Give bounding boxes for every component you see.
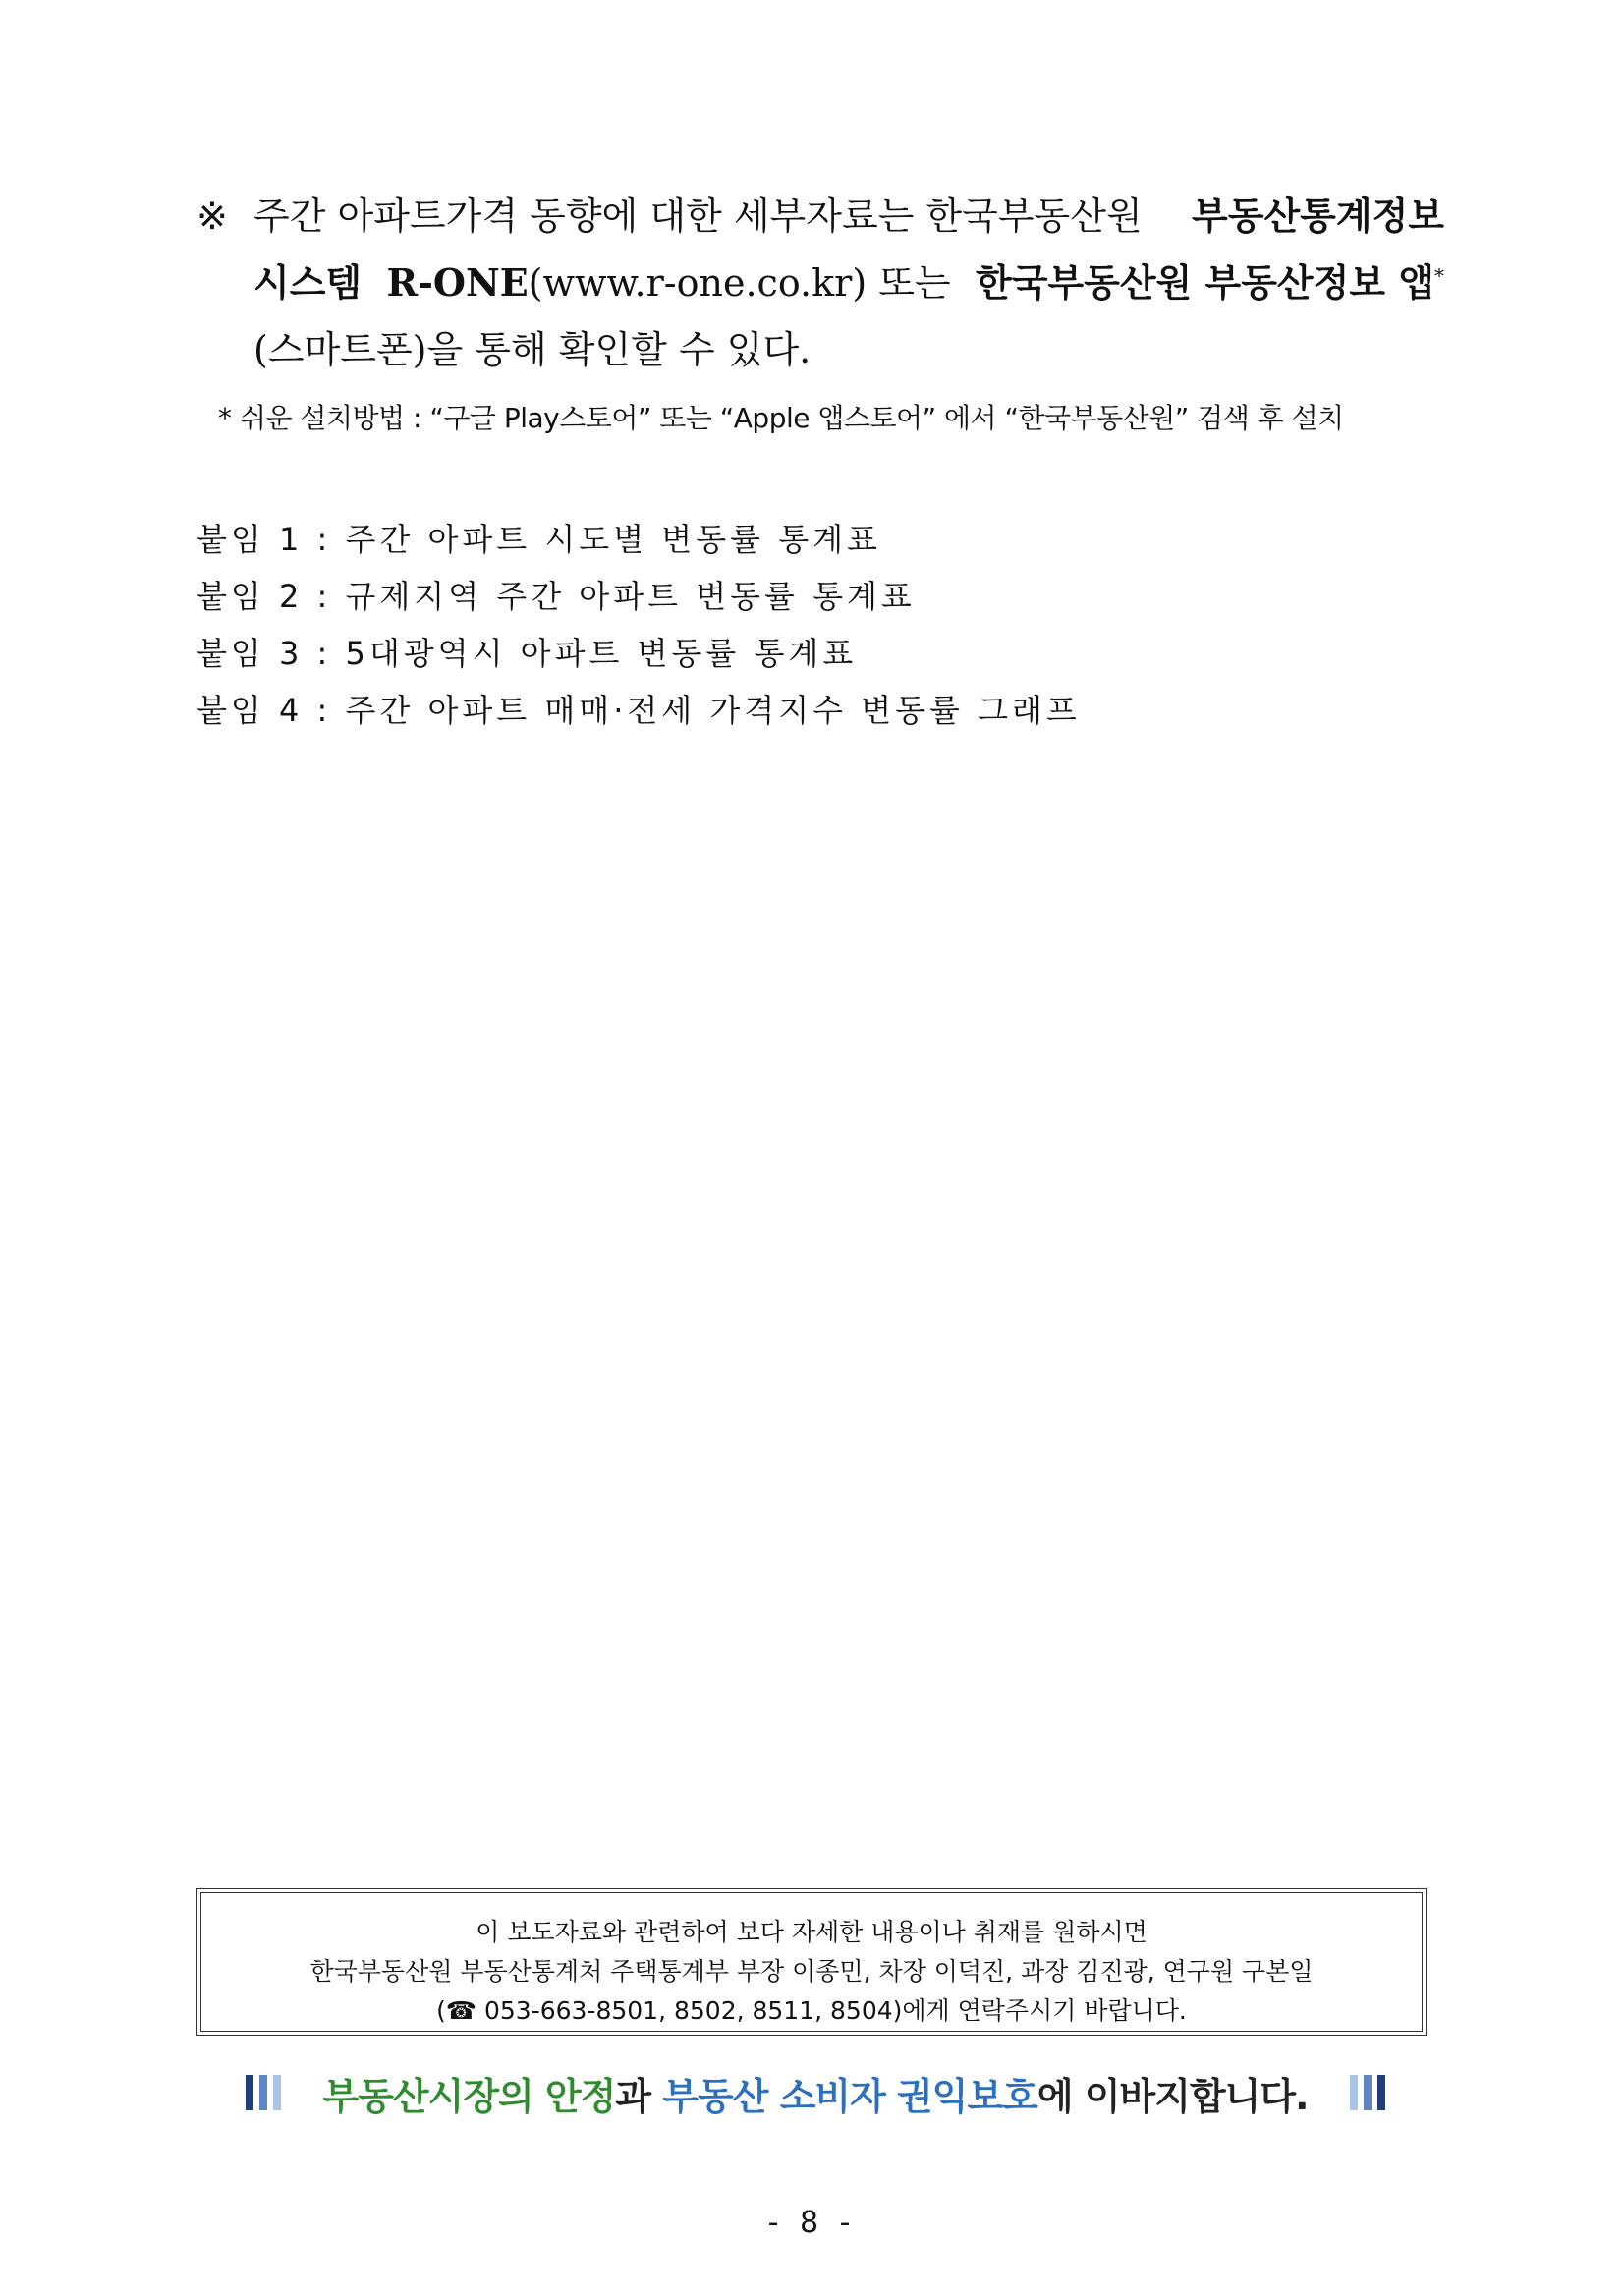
slogan-bars-right-icon <box>1350 2075 1385 2110</box>
note-text-1: 주간 아파트가격 동향에 대한 세부자료는 한국부동산원 <box>253 195 1143 238</box>
attachment-item-1: 붙임 1 : 주간 아파트 시도별 변동률 통계표 <box>196 521 881 558</box>
note-bold-system: 시스템 <box>253 260 363 305</box>
note-app-group <box>976 250 1444 316</box>
reference-mark: ※ <box>196 195 228 238</box>
note-text-3: (스마트폰)을 통해 확인할 수 있다. <box>253 328 812 371</box>
note-line-2 <box>253 250 1444 316</box>
note-bold-rone: R-ONE <box>386 260 529 305</box>
note-url-text: (www.r-one.co.kr) 또는 <box>528 261 951 305</box>
slogan-part-4: 에 이바지합니다. <box>1036 2074 1309 2118</box>
slogan-text <box>322 2066 1308 2120</box>
contact-line-1: 이 보도자료와 관련하여 보다 자세한 내용이나 취재를 원하시면 <box>476 1918 1148 1946</box>
slogan-banner <box>246 2068 1385 2117</box>
note-rone-group <box>387 250 951 316</box>
note-line-1 <box>196 183 1444 250</box>
contact-box <box>196 1888 1427 2036</box>
attachment-item-4: 붙임 4 : 주간 아파트 매매·전세 가격지수 변동률 그래프 <box>196 692 1081 729</box>
attachment-list <box>196 511 1081 739</box>
contact-line-2: 한국부동산원 부동산통계처 주택통계부 부장 이종민, 차장 이덕진, 과장 김진광, 연구원 구본일 <box>309 1957 1314 1986</box>
slogan-bars-left-icon <box>246 2075 281 2110</box>
note-bold-app: 한국부동산원 부동산정보 앱 <box>976 260 1434 305</box>
attachment-item-2: 붙임 2 : 규제지역 주간 아파트 변동률 통계표 <box>196 578 916 615</box>
phone-icon: ☎ <box>445 1996 477 2025</box>
contact-line-3 <box>197 1991 1426 2031</box>
note-line-3 <box>253 316 1444 383</box>
slogan-part-3: 부동산 소비자 권익보호 <box>662 2074 1037 2118</box>
info-note <box>196 183 1444 383</box>
slogan-part-2: 과 <box>615 2074 663 2118</box>
note-bold-stat-system: 부동산통계정보 <box>1192 194 1444 238</box>
page-number: - 8 - <box>767 2206 857 2240</box>
contact-phone-text: 053-663-8501, 8502, 8511, 8504)에게 연락주시기 바랍니다. <box>476 1996 1187 2025</box>
install-instructions: * 쉬운 설치방법 : “구글 Play스토어” 또는 “Apple 앱스토어” 에서 “한국부동산원” 검색 후 설치 <box>218 402 1344 434</box>
contact-paren: ( <box>436 1996 446 2025</box>
slogan-part-1: 부동산시장의 안정 <box>322 2074 616 2118</box>
attachment-item-3: 붙임 3 : 5대광역시 아파트 변동률 통계표 <box>196 635 858 672</box>
note-footnote-mark: * <box>1433 263 1444 288</box>
